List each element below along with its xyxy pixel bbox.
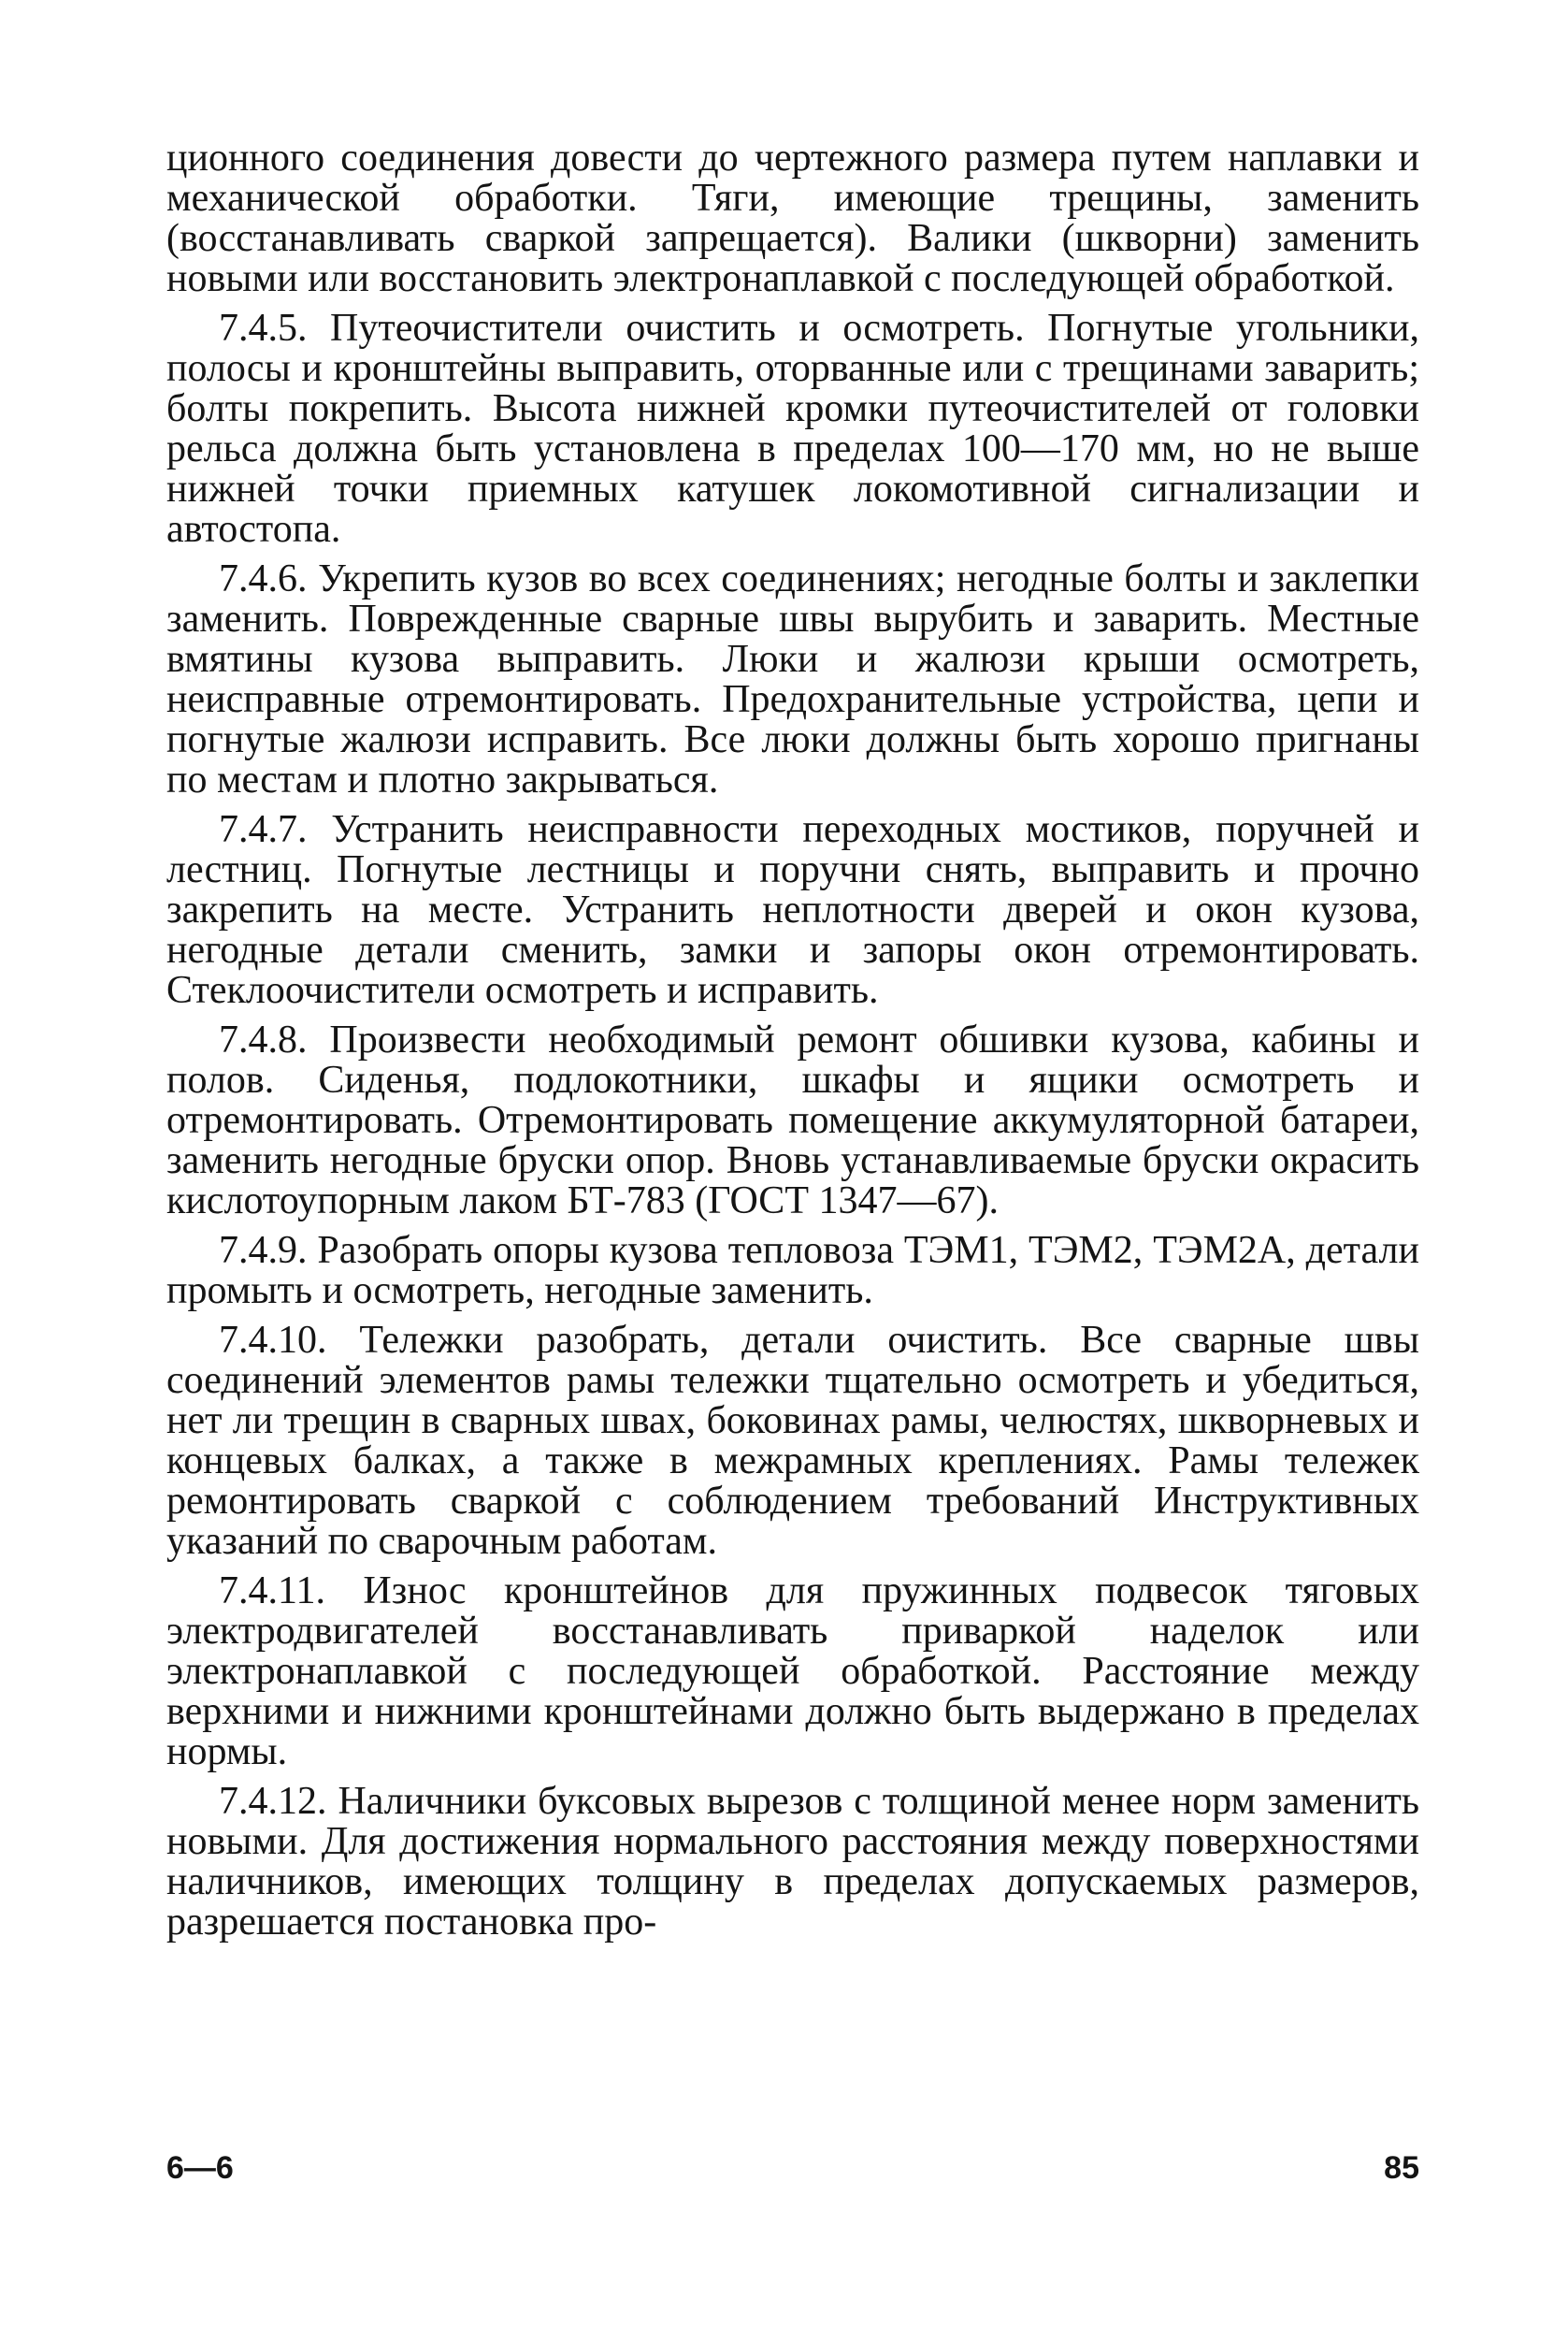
document-body bbox=[166, 138, 1419, 1943]
paragraph-7-4-7: 7.4.7. Устранить неисправности переходных мостиков, поручней и лестниц. Погнутые лестницы и поручни снять, выправить и прочно закрепить на месте. Устранить неплотности дверей и окон кузова, негодные детали сменить, замки и запоры окон отремонтировать. Стеклоочистители осмотреть и исправить. bbox=[166, 808, 1419, 1012]
paragraph-7-4-12: 7.4.12. Наличники буксовых вырезов с толщиной менее норм заменить новыми. Для достижения нормального расстояния между поверхностями наличников, имеющих толщину в пределах допускаемых размеров, разрешается постановка про- bbox=[166, 1780, 1419, 1944]
page-number: 85 bbox=[1384, 2150, 1419, 2186]
paragraph-7-4-11: 7.4.11. Износ кронштейнов для пружинных подвесок тяговых электродвигателей восстанавливать приваркой наделок или электронаплавкой с последующей обработкой. Расстояние между верхними и нижними кронштейнами должно быть выдержано в пределах нормы. bbox=[166, 1569, 1419, 1773]
page-footer bbox=[166, 2149, 1419, 2187]
paragraph-7-4-9: 7.4.9. Разобрать опоры кузова тепловоза ТЭМ1, ТЭМ2, ТЭМ2А, детали промыть и осмотреть, негодные заменить. bbox=[166, 1229, 1419, 1312]
paragraph-7-4-6: 7.4.6. Укрепить кузов во всех соединениях; негодные болты и заклепки заменить. Поврежденные сварные швы вырубить и заварить. Местные вмятины кузова выправить. Люки и жалюзи крыши осмотреть, неисправные отремонтировать. Предохранительные устройства, цепи и погнутые жалюзи исправить. Все люки должны быть хорошо пригнаны по местам и плотно закрываться. bbox=[166, 557, 1419, 802]
paragraph-continuation: ционного соединения довести до чертежного размера путем наплавки и механической обработки. Тяги, имеющие трещины, заменить (восстанавливать сваркой запрещается). Валики (шкворни) заменить новыми или восстановить электронаплавкой с последующей обработкой. bbox=[166, 137, 1419, 300]
paragraph-7-4-8: 7.4.8. Произвести необходимый ремонт обшивки кузова, кабины и полов. Сиденья, подлокотники, шкафы и ящики осмотреть и отремонтировать. Отремонтировать помещение аккумуляторной батареи, заменить негодные бруски опор. Вновь устанавливаемые бруски окрасить кислотоупорным лаком БТ-783 (ГОСТ 1347—67). bbox=[166, 1019, 1419, 1222]
signature-mark: 6—6 bbox=[166, 2150, 234, 2186]
paragraph-7-4-5: 7.4.5. Путеочистители очистить и осмотреть. Погнутые угольники, полосы и кронштейны выправить, оторванные или с трещинами заварить; болты покрепить. Высота нижней кромки путеочистителей от головки рельса должна быть установлена в пределах 100—170 мм, но не выше нижней точки приемных катушек локомотивной сигнализации и автостопа. bbox=[166, 307, 1419, 551]
paragraph-7-4-10: 7.4.10. Тележки разобрать, детали очистить. Все сварные швы соединений элементов рамы тележки тщательно осмотреть и убедиться, нет ли трещин в сварных швах, боковинах рамы, челюстях, шкворневых и концевых балках, а также в межрамных креплениях. Рамы тележек ремонтировать сваркой с соблюдением требований Инструктивных указаний по сварочным работам. bbox=[166, 1319, 1419, 1563]
